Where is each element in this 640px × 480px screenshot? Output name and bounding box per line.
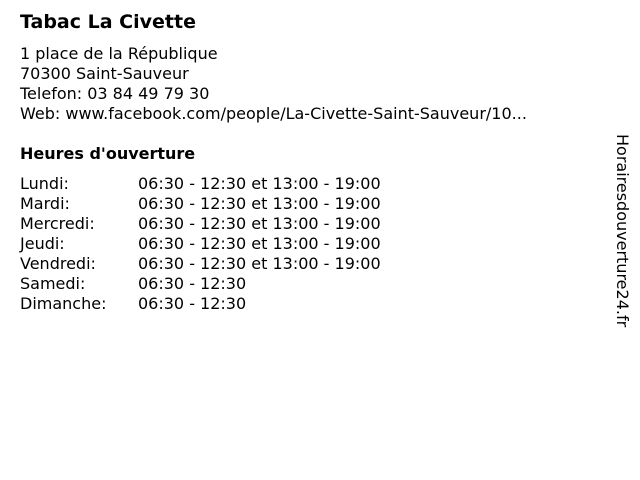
day-hours: 06:30 - 12:30 et 13:00 - 19:00 bbox=[138, 214, 381, 233]
day-hours: 06:30 - 12:30 bbox=[138, 274, 247, 293]
day-label: Vendredi: bbox=[20, 254, 96, 273]
day-label: Mardi: bbox=[20, 194, 70, 213]
day-hours: 06:30 - 12:30 et 13:00 - 19:00 bbox=[138, 194, 381, 213]
business-name: Tabac La Civette bbox=[20, 11, 196, 33]
day-label: Samedi: bbox=[20, 274, 86, 293]
phone-number[interactable]: Telefon: 03 84 49 79 30 bbox=[20, 84, 210, 103]
hours-row-sunday bbox=[20, 294, 381, 314]
day-label: Dimanche: bbox=[20, 294, 107, 313]
day-label: Mercredi: bbox=[20, 214, 95, 233]
hours-row-saturday bbox=[20, 274, 381, 294]
hours-row-monday bbox=[20, 174, 381, 194]
hours-row-tuesday bbox=[20, 194, 381, 214]
day-label: Jeudi: bbox=[20, 234, 65, 253]
website-link[interactable]: Web: www.facebook.com/people/La-Civette-Saint-Sauveur/10... bbox=[20, 104, 527, 123]
opening-hours-heading: Heures d'ouverture bbox=[20, 144, 196, 163]
day-label: Lundi: bbox=[20, 174, 69, 193]
site-watermark: Horairesdouverture24.fr bbox=[613, 134, 632, 328]
hours-row-friday bbox=[20, 254, 381, 274]
address-city: 70300 Saint-Sauveur bbox=[20, 64, 189, 83]
opening-hours-table bbox=[20, 174, 381, 314]
business-contact bbox=[20, 44, 527, 124]
day-hours: 06:30 - 12:30 bbox=[138, 294, 247, 313]
day-hours: 06:30 - 12:30 et 13:00 - 19:00 bbox=[138, 174, 381, 193]
hours-row-wednesday bbox=[20, 214, 381, 234]
day-hours: 06:30 - 12:30 et 13:00 - 19:00 bbox=[138, 234, 381, 253]
hours-row-thursday bbox=[20, 234, 381, 254]
day-hours: 06:30 - 12:30 et 13:00 - 19:00 bbox=[138, 254, 381, 273]
address-street: 1 place de la République bbox=[20, 44, 218, 63]
